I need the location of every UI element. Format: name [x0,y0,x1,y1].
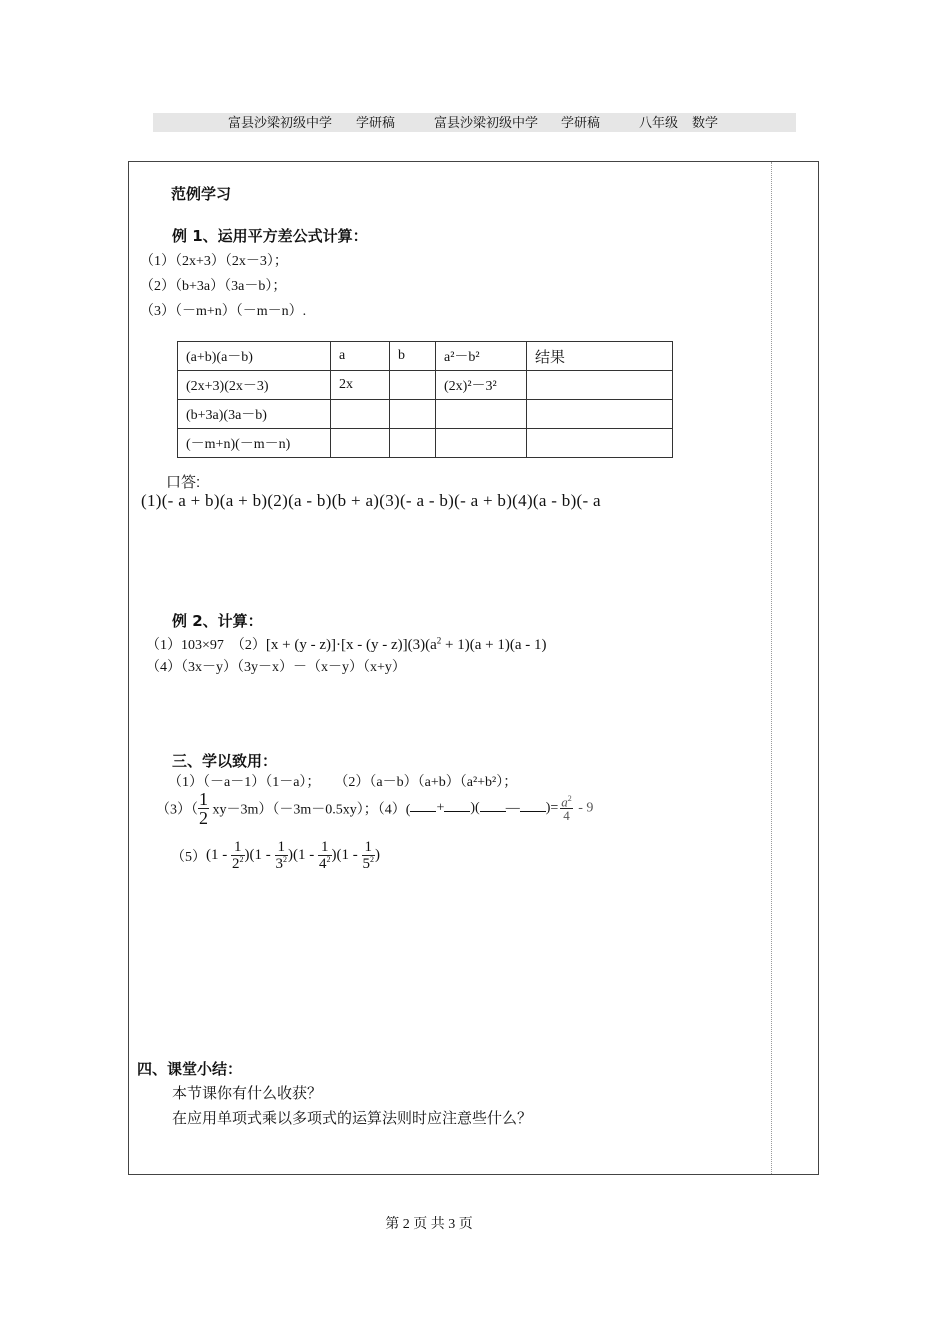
factor-term [206,839,250,872]
blank [444,797,470,812]
section-title-apply: 三、学以致用： [172,752,278,770]
example2-title: 例 2、计算： [172,612,263,630]
a2-over-4-fraction [560,795,573,822]
factor-fraction [231,840,245,872]
factor-term [249,839,294,872]
example2-line-2: （4）（3x－y）（3y－x）－（x－y）（x+y） [146,660,406,675]
table-cell [390,371,436,400]
difference-of-squares-table [177,341,673,458]
factor-numerator: 1 [234,839,242,855]
table-cell: (b+3a)(3a－b) [178,400,331,429]
table-row [178,400,673,429]
apply-paren: )( [470,800,480,816]
example2-line-1a: （1）103×97 （2） [146,638,266,653]
factor-post: ) [244,847,250,864]
factor-pre: (1 - [293,847,318,864]
a2-numerator [560,795,573,808]
factor-exp: 2 [239,855,244,864]
table-cell: (2x)²－3² [436,371,527,400]
factor-base: 3 [275,856,283,872]
factor-post: ) [288,847,293,864]
table-cell: (2x+3)(2x－3) [178,371,331,400]
table-cell [527,429,673,458]
blank [480,797,506,812]
factor-exp: 2 [283,855,287,864]
example2-line-1c: + 1)(a + 1)(a - 1) [441,637,547,653]
half-fraction [198,790,209,827]
apply-line-2a: （3）（ [156,802,198,818]
a2-sup: 2 [567,793,572,803]
section-title-examples: 范例学习 [171,185,232,203]
factor-base: 4 [319,856,327,872]
example1-item-3: （3）（－m+n）（－m－n）. [140,304,307,319]
a2-base: a [561,794,568,810]
blank [520,797,546,812]
a2-denominator: 4 [560,808,573,822]
factor-post: ) [331,847,337,864]
header-school-1: 富县沙梁初级中学 [228,115,333,130]
apply-line-2 [156,790,593,827]
factor-exp: 2 [370,855,374,864]
blank [410,797,436,812]
factor-pre: (1 - [336,847,362,864]
factor-post: ) [375,847,380,864]
header-subject: 数学 [692,115,719,130]
table-cell [436,400,527,429]
factor-numerator: 1 [321,839,329,855]
apply-line-2b: xy－3m）（－3m－0.5xy）；（4）( [209,802,411,818]
header-school-2: 富县沙梁初级中学 [434,115,539,130]
factor-denominator [318,855,332,872]
dotted-divider [771,162,772,1174]
table-cell [436,429,527,458]
factor-denominator [275,855,289,872]
summary-question-1: 本节课你有什么收获？ [172,1086,323,1102]
table-cell: (－m+n)(－m－n) [178,429,331,458]
table-row [178,371,673,400]
page-number: 第 2 页 共 3 页 [385,1217,473,1232]
apply-dash: — [505,800,520,816]
apply-line-3 [171,840,380,872]
table-cell [527,371,673,400]
factor-denominator [362,855,376,872]
example1-item-1: （1）（2x+3）（2x－3）； [140,254,288,269]
table-cell [331,400,390,429]
example2-sup: 2 [436,635,442,646]
factor-list [206,839,380,872]
oral-expression: (1)(- a + b)(a + b)(2)(a - b)(b + a)(3)(- a - b)(- a + b)(4)(a - b)(- a [141,491,601,510]
factor-term [336,839,381,872]
factor-pre: (1 - [249,847,275,864]
table-cell: 2x [331,371,390,400]
table-cell [390,429,436,458]
apply-minus-9: - 9 [574,800,594,816]
factor-fraction [362,840,376,872]
factor-term [293,839,337,872]
oral-label: 口答: [166,474,201,491]
apply-line-3-label: （5） [171,850,206,865]
factor-denominator [231,855,245,872]
factor-numerator: 1 [277,839,285,855]
table-cell [331,429,390,458]
factor-base: 2 [232,856,240,872]
table-cell: (a+b)(a－b) [178,342,331,371]
table-cell: 结果 [527,342,673,371]
apply-plus: + [436,800,445,816]
header-draft-2: 学研稿 [561,115,601,130]
factor-fraction [275,840,289,872]
header-grade: 八年级 [639,115,679,130]
table-cell: b [390,342,436,371]
example1-title: 例 1、运用平方差公式计算： [172,227,368,245]
apply-equals: )= [545,800,559,816]
table-cell: a [331,342,390,371]
factor-exp: 2 [326,855,331,864]
table-row [178,342,673,371]
factor-fraction [318,840,332,872]
section-title-summary: 四、课堂小结： [137,1060,243,1078]
table-cell [527,400,673,429]
factor-numerator: 1 [364,839,372,855]
factor-base: 5 [362,856,370,872]
page-header [153,113,796,132]
table-cell: a²－b² [436,342,527,371]
table-cell [390,400,436,429]
half-denominator: 2 [199,808,208,828]
summary-question-2: 在应用单项式乘以多项式的运算法则时应注意些什么？ [172,1111,533,1127]
example2-line-1 [146,634,546,654]
factor-pre: (1 - [206,847,231,864]
apply-line-1: （1）（－a－1）（1－a）； （2）（a－b）（a+b）（a²+b²）； [168,775,518,790]
half-numerator: 1 [199,789,208,809]
example1-item-2: （2）（b+3a）（3a－b）； [140,279,287,294]
table-row [178,429,673,458]
example2-line-1b: [x + (y - z)]·[x - (y - z)](3)(a [265,637,437,653]
header-draft-1: 学研稿 [356,115,396,130]
